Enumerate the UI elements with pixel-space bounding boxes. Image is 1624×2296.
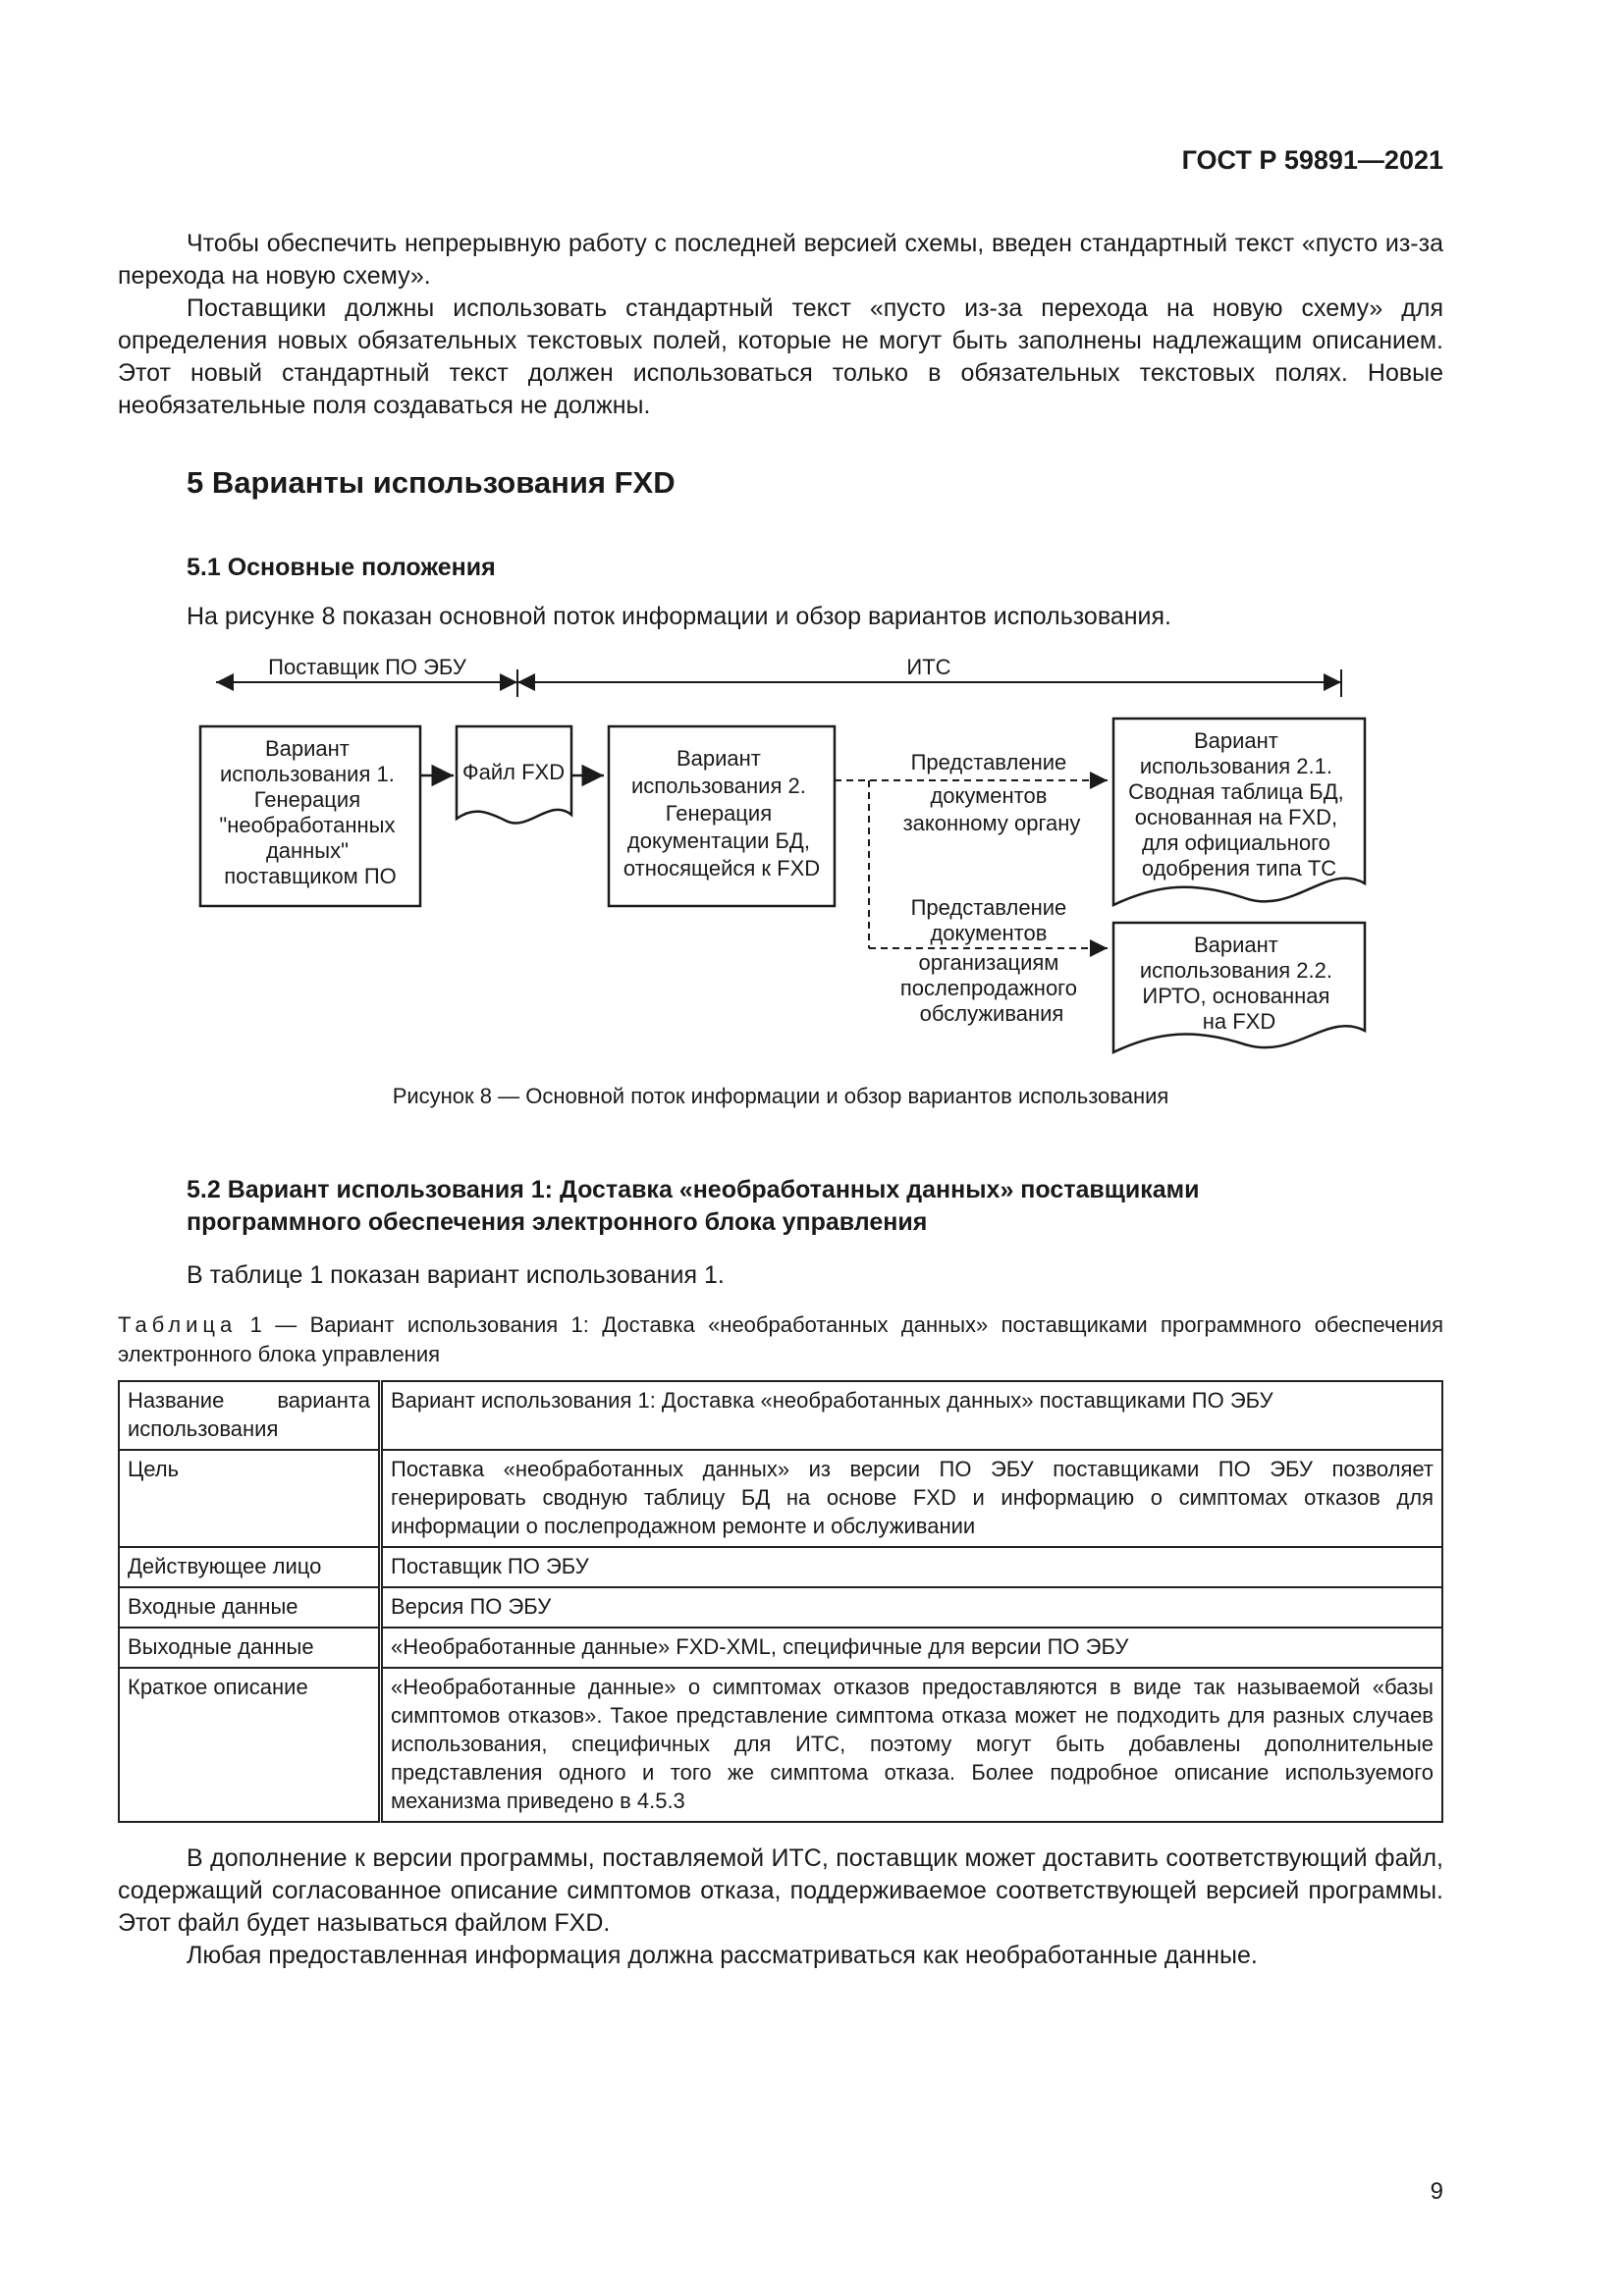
section-5-2-title-line2: программного обеспечения электронного блока управления	[187, 1208, 928, 1236]
table-caption-prefix: Таблица	[118, 1312, 238, 1337]
paragraph-suppliers-standard-text: Поставщики должны использовать стандартный текст «пусто из-за перехода на новую схему» для определения новых обязательных текстовых полей, которые не могут быть заполнены надлежащим описанием. Этот новый стандартный текст должен использоваться только в обязательных текстовых полях. Новые необязательные поля создаваться не должны.	[118, 294, 1443, 419]
table-row	[119, 1450, 1442, 1547]
row-value: «Необработанные данные» FXD-XML, специфичные для версии ПО ЭБУ	[381, 1628, 1443, 1668]
section-5-2-title	[187, 1174, 1200, 1239]
row-value: Поставщик ПО ЭБУ	[381, 1547, 1443, 1587]
fxd-file-label: Файл FXD	[461, 760, 566, 784]
row-value: Поставка «необработанных данных» из версии ПО ЭБУ поставщиками ПО ЭБУ позволяет генерировать сводную таблицу БД на основе FXD и информацию о симптомах отказов для информации о послепродажном ремонте и обслуживании	[381, 1450, 1443, 1547]
table-row	[119, 1668, 1442, 1822]
use-case-2-text: Вариант использования 2. Генерация документации БД, относящейся к FXD	[623, 746, 821, 881]
flow-to-authority-label: Представление документов законному органу	[902, 750, 1081, 835]
row-value: Вариант использования 1: Доставка «необработанных данных» поставщиками ПО ЭБУ	[381, 1381, 1443, 1450]
use-case-1-table	[118, 1380, 1443, 1823]
table-caption-text: 1 — Вариант использования 1: Доставка «необработанных данных» поставщиками программного обеспечения электронного блока управления	[118, 1312, 1443, 1366]
section-5-1-title: 5.1 Основные положения	[187, 554, 496, 581]
paragraph-schema-continuity: Чтобы обеспечить непрерывную работу с последней версией схемы, введен стандартный текст «пусто из-за перехода на новую схему».	[118, 230, 1443, 290]
section-5-2-title-line1: 5.2 Вариант использования 1: Доставка «необработанных данных» поставщиками	[187, 1176, 1200, 1203]
document-designation: ГОСТ Р 59891—2021	[1181, 145, 1443, 175]
supplier-scope-label: Поставщик ПО ЭБУ	[268, 655, 466, 679]
row-value: Версия ПО ЭБУ	[381, 1587, 1443, 1628]
section-5-1-text: На рисунке 8 показан основной поток информации и обзор вариантов использования.	[187, 603, 1171, 630]
use-case-2-2-text: Вариант использования 2.2. ИРТО, основанная на FXD	[1139, 933, 1333, 1034]
figure-caption: Рисунок 8 — Основной поток информации и обзор вариантов использования	[392, 1084, 1169, 1108]
row-name: Входные данные	[119, 1587, 381, 1628]
row-name: Краткое описание	[119, 1668, 381, 1822]
row-name: Действующее лицо	[119, 1547, 381, 1587]
row-name: Цель	[119, 1450, 381, 1547]
table-row	[119, 1381, 1442, 1450]
page-number: 9	[1430, 2178, 1443, 2205]
paragraph-raw-data: Любая предоставленная информация должна рассматриваться как необработанные данные.	[187, 1942, 1258, 1969]
row-name: Название варианта использования	[119, 1381, 381, 1450]
use-case-1-text: Вариант использования 1. Генерация "необработанных данных" поставщиком ПО	[219, 736, 397, 888]
paragraph-fxd-file: В дополнение к версии программы, поставляемой ИТС, поставщик может доставить соответствующий файл, содержащий согласованное описание симптомов отказа, поддерживаемое соответствующей версией программы. Этот файл будет называться файлом FXD.	[118, 1844, 1443, 1937]
table-row	[119, 1628, 1442, 1668]
table-row	[119, 1587, 1442, 1628]
its-scope-label: ИТС	[906, 655, 951, 679]
flow-diagram	[0, 0, 1624, 1080]
section-5-2-intro: В таблице 1 показан вариант использования 1.	[187, 1261, 725, 1289]
table-caption	[118, 1310, 1443, 1369]
use-case-2-1-text: Вариант использования 2.1. Сводная таблица БД, основанная на FXD, для официального одобрения типа ТС	[1128, 728, 1344, 881]
row-value: «Необработанные данные» о симптомах отказов предоставляются в виде так называемой «базы симптомов отказов». Такое представление симптома отказа может не подходить для разных случаев использования, специфичных для ИТС, поэтому могут быть добавлены дополнительные представления одного и того же симптома отказа. Более подробное описание используемого механизма приведено в 4.5.3	[381, 1668, 1443, 1822]
table-row	[119, 1547, 1442, 1587]
row-name: Выходные данные	[119, 1628, 381, 1668]
flow-to-aftersales-label: Представление документов организациям послепродажного обслуживания	[899, 895, 1077, 1026]
section-5-title: 5 Варианты использования FXD	[187, 465, 676, 500]
